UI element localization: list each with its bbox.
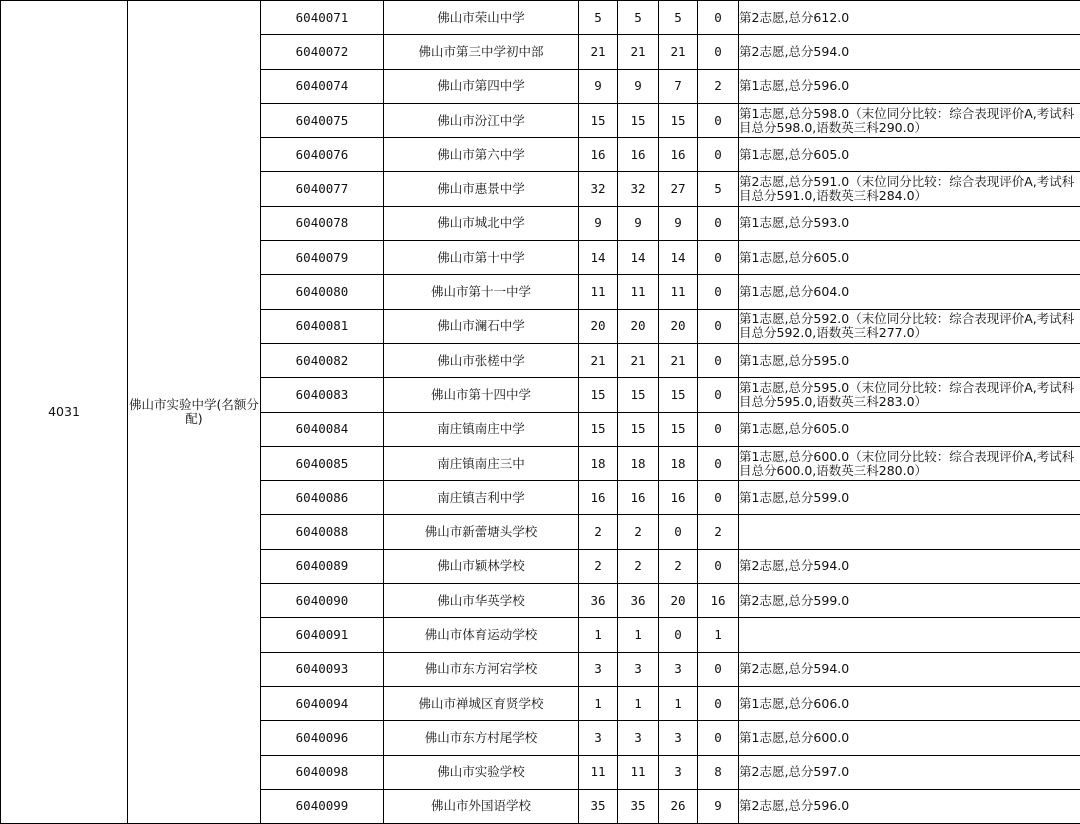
school-name-cell: 佛山市外国语学校	[384, 789, 579, 823]
remaining-cell: 0	[698, 138, 739, 172]
plan-cell: 35	[618, 789, 659, 823]
plan-cell: 1	[618, 618, 659, 652]
school-name-cell: 佛山市华英学校	[384, 584, 579, 618]
quota-cell: 15	[579, 103, 618, 137]
school-code-cell: 6040072	[261, 35, 384, 69]
plan-cell: 15	[618, 103, 659, 137]
school-code-cell: 6040080	[261, 275, 384, 309]
remaining-cell: 0	[698, 481, 739, 515]
admitted-cell: 3	[659, 721, 698, 755]
plan-cell: 2	[618, 515, 659, 549]
school-name-cell: 南庄镇吉利中学	[384, 481, 579, 515]
school-code-cell: 6040091	[261, 618, 384, 652]
plan-cell: 14	[618, 241, 659, 275]
school-code-cell: 6040075	[261, 103, 384, 137]
quota-cell: 5	[579, 1, 618, 35]
plan-cell: 32	[618, 172, 659, 206]
quota-cell: 9	[579, 69, 618, 103]
admitted-cell: 20	[659, 309, 698, 343]
plan-cell: 5	[618, 1, 659, 35]
remaining-cell: 8	[698, 755, 739, 789]
quota-cell: 1	[579, 618, 618, 652]
remaining-cell: 0	[698, 103, 739, 137]
quota-cell: 21	[579, 343, 618, 377]
quota-cell: 21	[579, 35, 618, 69]
school-code-cell: 6040079	[261, 241, 384, 275]
note-cell: 第2志愿,总分594.0	[739, 549, 1080, 583]
school-name-cell: 佛山市颖林学校	[384, 549, 579, 583]
admitted-cell: 16	[659, 138, 698, 172]
note-cell: 第2志愿,总分594.0	[739, 652, 1080, 686]
admitted-cell: 0	[659, 618, 698, 652]
note-cell: 第1志愿,总分596.0	[739, 69, 1080, 103]
table-row	[1, 1, 1080, 35]
plan-cell: 1	[618, 686, 659, 720]
admitted-cell: 21	[659, 35, 698, 69]
quota-cell: 16	[579, 138, 618, 172]
admitted-cell: 27	[659, 172, 698, 206]
quota-cell: 32	[579, 172, 618, 206]
plan-cell: 9	[618, 206, 659, 240]
quota-cell: 3	[579, 721, 618, 755]
remaining-cell: 0	[698, 446, 739, 480]
note-cell: 第1志愿,总分598.0（末位同分比较：综合表现评价A,考试科目总分598.0,语数英三科290.0）	[739, 103, 1080, 137]
school-code-cell: 6040094	[261, 686, 384, 720]
plan-cell: 18	[618, 446, 659, 480]
remaining-cell: 0	[698, 652, 739, 686]
admitted-cell: 15	[659, 103, 698, 137]
note-cell: 第2志愿,总分594.0	[739, 35, 1080, 69]
admitted-cell: 20	[659, 584, 698, 618]
quota-cell: 15	[579, 412, 618, 446]
school-name-cell: 佛山市禅城区育贤学校	[384, 686, 579, 720]
plan-cell: 20	[618, 309, 659, 343]
quota-cell: 1	[579, 686, 618, 720]
plan-cell: 3	[618, 652, 659, 686]
school-name-cell: 佛山市东方河宕学校	[384, 652, 579, 686]
admitted-cell: 9	[659, 206, 698, 240]
note-cell: 第1志愿,总分605.0	[739, 241, 1080, 275]
note-cell: 第1志愿,总分592.0（末位同分比较：综合表现评价A,考试科目总分592.0,语数英三科277.0）	[739, 309, 1080, 343]
remaining-cell: 0	[698, 1, 739, 35]
school-code-cell: 6040082	[261, 343, 384, 377]
school-code-cell: 6040096	[261, 721, 384, 755]
remaining-cell: 0	[698, 721, 739, 755]
remaining-cell: 0	[698, 412, 739, 446]
remaining-cell: 0	[698, 309, 739, 343]
school-name-cell: 佛山市第十四中学	[384, 378, 579, 412]
admitted-cell: 3	[659, 652, 698, 686]
school-code-cell: 6040076	[261, 138, 384, 172]
remaining-cell: 0	[698, 241, 739, 275]
remaining-cell: 9	[698, 789, 739, 823]
school-name-cell: 佛山市体育运动学校	[384, 618, 579, 652]
admitted-cell: 21	[659, 343, 698, 377]
plan-cell: 21	[618, 343, 659, 377]
admitted-cell: 1	[659, 686, 698, 720]
remaining-cell: 0	[698, 206, 739, 240]
school-name-cell: 佛山市汾江中学	[384, 103, 579, 137]
note-cell: 第1志愿,总分605.0	[739, 412, 1080, 446]
school-name-cell: 佛山市荣山中学	[384, 1, 579, 35]
plan-cell: 15	[618, 412, 659, 446]
quota-cell: 3	[579, 652, 618, 686]
admitted-cell: 3	[659, 755, 698, 789]
quota-cell: 14	[579, 241, 618, 275]
quota-cell: 11	[579, 275, 618, 309]
school-name-cell: 佛山市新蕾塘头学校	[384, 515, 579, 549]
note-cell	[739, 515, 1080, 549]
remaining-cell: 5	[698, 172, 739, 206]
plan-cell: 16	[618, 481, 659, 515]
table-body	[1, 1, 1080, 824]
admitted-cell: 18	[659, 446, 698, 480]
school-code-cell: 6040074	[261, 69, 384, 103]
school-name-cell: 佛山市第四中学	[384, 69, 579, 103]
remaining-cell: 16	[698, 584, 739, 618]
quota-cell: 18	[579, 446, 618, 480]
school-code-cell: 6040084	[261, 412, 384, 446]
school-code-cell: 6040077	[261, 172, 384, 206]
note-cell: 第2志愿,总分599.0	[739, 584, 1080, 618]
admitted-cell: 14	[659, 241, 698, 275]
note-cell: 第2志愿,总分612.0	[739, 1, 1080, 35]
admitted-cell: 0	[659, 515, 698, 549]
quota-cell: 2	[579, 549, 618, 583]
note-cell: 第1志愿,总分604.0	[739, 275, 1080, 309]
group-code-cell: 4031	[1, 1, 128, 824]
admitted-cell: 15	[659, 378, 698, 412]
school-name-cell: 佛山市第十一中学	[384, 275, 579, 309]
school-code-cell: 6040093	[261, 652, 384, 686]
admitted-cell: 11	[659, 275, 698, 309]
quota-cell: 16	[579, 481, 618, 515]
group-school-cell: 佛山市实验中学(名额分配)	[128, 1, 261, 824]
admitted-cell: 7	[659, 69, 698, 103]
school-name-cell: 佛山市东方村尾学校	[384, 721, 579, 755]
admitted-cell: 2	[659, 549, 698, 583]
school-name-cell: 佛山市张槎中学	[384, 343, 579, 377]
note-cell: 第1志愿,总分595.0（末位同分比较：综合表现评价A,考试科目总分595.0,语数英三科283.0）	[739, 378, 1080, 412]
school-name-cell: 佛山市第十中学	[384, 241, 579, 275]
school-code-cell: 6040090	[261, 584, 384, 618]
quota-cell: 20	[579, 309, 618, 343]
plan-cell: 11	[618, 755, 659, 789]
quota-cell: 35	[579, 789, 618, 823]
school-code-cell: 6040071	[261, 1, 384, 35]
quota-cell: 2	[579, 515, 618, 549]
remaining-cell: 0	[698, 686, 739, 720]
note-cell: 第1志愿,总分606.0	[739, 686, 1080, 720]
school-code-cell: 6040098	[261, 755, 384, 789]
school-name-cell: 佛山市城北中学	[384, 206, 579, 240]
admitted-cell: 16	[659, 481, 698, 515]
school-name-cell: 佛山市澜石中学	[384, 309, 579, 343]
plan-cell: 9	[618, 69, 659, 103]
school-code-cell: 6040099	[261, 789, 384, 823]
quota-cell: 15	[579, 378, 618, 412]
plan-cell: 15	[618, 378, 659, 412]
note-cell	[739, 618, 1080, 652]
admitted-cell: 15	[659, 412, 698, 446]
school-name-cell: 南庄镇南庄中学	[384, 412, 579, 446]
quota-cell: 36	[579, 584, 618, 618]
school-code-cell: 6040089	[261, 549, 384, 583]
school-name-cell: 佛山市第六中学	[384, 138, 579, 172]
note-cell: 第1志愿,总分600.0（末位同分比较：综合表现评价A,考试科目总分600.0,语数英三科280.0）	[739, 446, 1080, 480]
school-code-cell: 6040078	[261, 206, 384, 240]
school-name-cell: 南庄镇南庄三中	[384, 446, 579, 480]
remaining-cell: 2	[698, 69, 739, 103]
school-code-cell: 6040088	[261, 515, 384, 549]
admitted-cell: 5	[659, 1, 698, 35]
note-cell: 第2志愿,总分597.0	[739, 755, 1080, 789]
remaining-cell: 0	[698, 343, 739, 377]
plan-cell: 11	[618, 275, 659, 309]
plan-cell: 36	[618, 584, 659, 618]
quota-cell: 11	[579, 755, 618, 789]
plan-cell: 2	[618, 549, 659, 583]
note-cell: 第2志愿,总分591.0（末位同分比较：综合表现评价A,考试科目总分591.0,语数英三科284.0）	[739, 172, 1080, 206]
remaining-cell: 2	[698, 515, 739, 549]
admitted-cell: 26	[659, 789, 698, 823]
note-cell: 第1志愿,总分595.0	[739, 343, 1080, 377]
remaining-cell: 0	[698, 35, 739, 69]
plan-cell: 16	[618, 138, 659, 172]
school-code-cell: 6040086	[261, 481, 384, 515]
school-code-cell: 6040085	[261, 446, 384, 480]
remaining-cell: 0	[698, 378, 739, 412]
remaining-cell: 0	[698, 275, 739, 309]
quota-cell: 9	[579, 206, 618, 240]
school-code-cell: 6040081	[261, 309, 384, 343]
note-cell: 第2志愿,总分596.0	[739, 789, 1080, 823]
note-cell: 第1志愿,总分605.0	[739, 138, 1080, 172]
plan-cell: 3	[618, 721, 659, 755]
note-cell: 第1志愿,总分600.0	[739, 721, 1080, 755]
school-name-cell: 佛山市惠景中学	[384, 172, 579, 206]
remaining-cell: 0	[698, 549, 739, 583]
note-cell: 第1志愿,总分599.0	[739, 481, 1080, 515]
plan-cell: 21	[618, 35, 659, 69]
remaining-cell: 1	[698, 618, 739, 652]
school-name-cell: 佛山市实验学校	[384, 755, 579, 789]
school-code-cell: 6040083	[261, 378, 384, 412]
note-cell: 第1志愿,总分593.0	[739, 206, 1080, 240]
school-name-cell: 佛山市第三中学初中部	[384, 35, 579, 69]
